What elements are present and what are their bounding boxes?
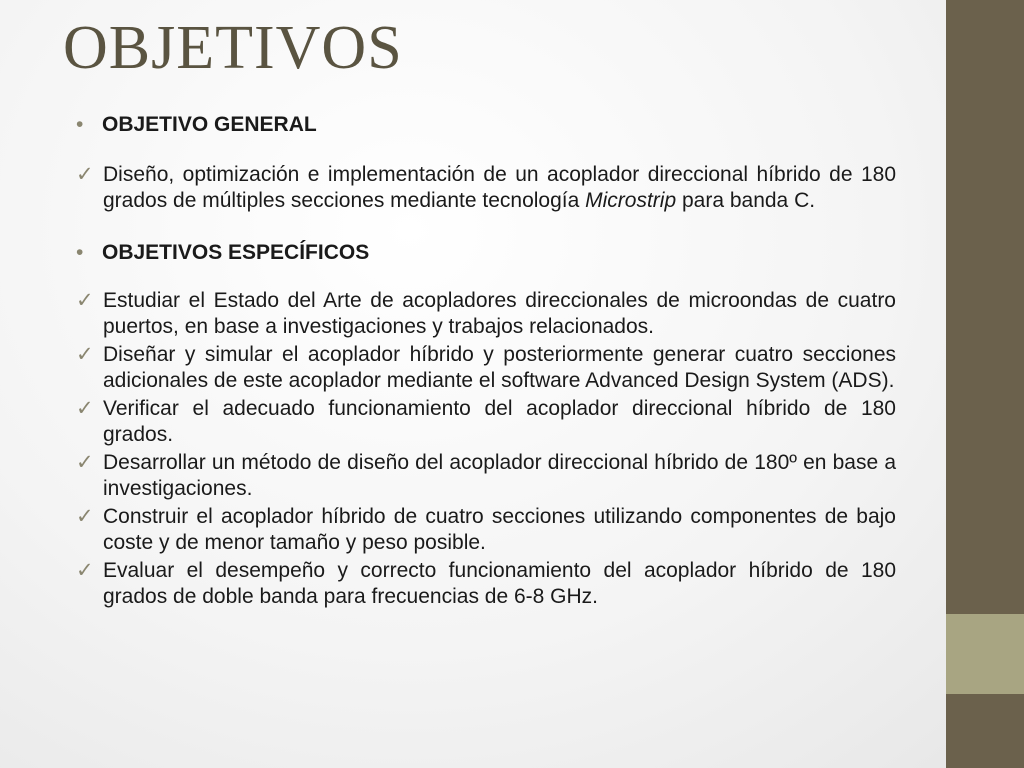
checkmark-icon: ✓ xyxy=(76,289,94,312)
specific-item-text: Construir el acoplador híbrido de cuatro secciones utilizando componentes de bajo coste y de menor tamaño y peso posible. xyxy=(103,505,896,554)
general-item-text-start: Diseño, optimización e implementación de un acoplador direccional híbrido de 180 grados de múltiples secciones mediante tecnología xyxy=(103,163,896,212)
checkmark-icon: ✓ xyxy=(76,559,94,582)
specific-item-text: Evaluar el desempeño y correcto funcionamiento del acoplador híbrido de 180 grados de doble banda para frecuencias de 6-8 GHz. xyxy=(103,559,896,608)
sidebar-accent-block xyxy=(946,614,1024,694)
slide-title: OBJETIVOS xyxy=(63,14,403,82)
specific-objective-item xyxy=(72,342,896,394)
specific-heading-text: OBJETIVOS ESPECÍFICOS xyxy=(102,241,370,264)
specific-objectives-heading xyxy=(72,240,896,266)
specific-objective-item xyxy=(72,504,896,556)
checkmark-icon: ✓ xyxy=(76,343,94,366)
general-heading-text: OBJETIVO GENERAL xyxy=(102,113,317,136)
slide-content xyxy=(72,112,896,612)
specific-objective-item xyxy=(72,450,896,502)
general-item-text-end: para banda C. xyxy=(676,189,816,212)
bullet-dot-icon: • xyxy=(76,241,84,264)
checkmark-icon: ✓ xyxy=(76,451,94,474)
specific-item-text: Diseñar y simular el acoplador híbrido y posteriormente generar cuatro secciones adicionales de este acoplador mediante el software Advanced Design System (ADS). xyxy=(103,343,896,392)
specific-objective-item xyxy=(72,396,896,448)
specific-item-text: Verificar el adecuado funcionamiento del acoplador direccional híbrido de 180 grados. xyxy=(103,397,896,446)
checkmark-icon: ✓ xyxy=(76,163,94,186)
general-item-text-italic: Microstrip xyxy=(585,189,677,212)
specific-item-text: Estudiar el Estado del Arte de acopladores direccionales de microondas de cuatro puertos, en base a investigaciones y trabajos relacionados. xyxy=(103,289,896,338)
specific-item-text: Desarrollar un método de diseño del acoplador direccional híbrido de 180º en base a investigaciones. xyxy=(103,451,896,500)
specific-objective-item xyxy=(72,288,896,340)
general-objective-heading xyxy=(72,112,896,138)
bullet-dot-icon: • xyxy=(76,113,84,136)
checkmark-icon: ✓ xyxy=(76,505,94,528)
specific-objective-item xyxy=(72,558,896,610)
checkmark-icon: ✓ xyxy=(76,397,94,420)
general-objective-item xyxy=(72,162,896,214)
